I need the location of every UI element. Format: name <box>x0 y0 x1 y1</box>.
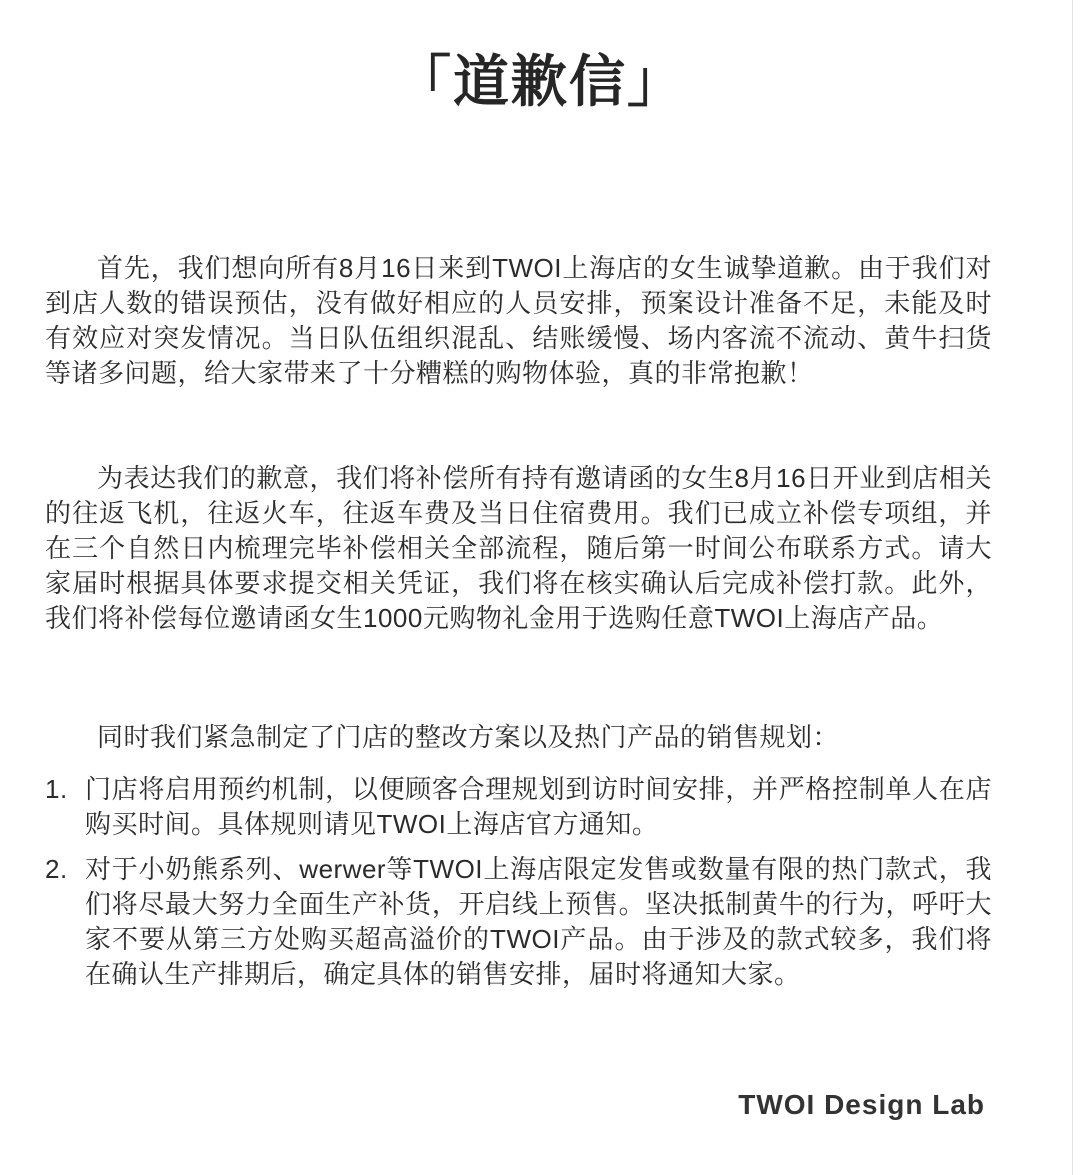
list-item-text-restock: 对于小奶熊系列、werwer等TWOI上海店限定发售或数量有限的热门款式，我们将尽最大努力全面生产补货，开启线上预售。坚决抵制黄牛的行为，呼吁大家不要从第三方处购买超高溢价的TWOI产品。由于涉及的款式较多，我们将在确认生产排期后，确定具体的销售安排，届时将通知大家。 <box>85 854 992 989</box>
list-item-number: 1. <box>45 774 68 804</box>
measures-list <box>45 772 992 992</box>
page-edge-divider <box>1072 0 1073 1175</box>
page-title: 「道歉信」 <box>395 50 685 113</box>
list-item <box>45 852 992 992</box>
list-item <box>45 772 992 842</box>
paragraph-compensation: 为表达我们的歉意，我们将补偿所有持有邀请函的女生8月16日开业到店相关的往返飞机，往返火车，往返车费及当日住宿费用。我们已成立补偿专项组，并在三个自然日内梳理完毕补偿相关全部流程，随后第一时间公布联系方式。请大家届时根据具体要求提交相关凭证，我们将在核实确认后完成补偿打款。此外，我们将补偿每位邀请函女生1000元购物礼金用于选购任意TWOI上海店产品。 <box>45 463 992 633</box>
list-item-text-reservation: 门店将启用预约机制，以便顾客合理规划到访时间安排，并严格控制单人在店购买时间。具体规则请见TWOI上海店官方通知。 <box>85 774 992 839</box>
paragraph-apology: 首先，我们想向所有8月16日来到TWOI上海店的女生诚挚道歉。由于我们对到店人数的错误预估，没有做好相应的人员安排，预案设计准备不足，未能及时有效应对突发情况。当日队伍组织混乱、结账缓慢、场内客流不流动、黄牛扫货等诸多问题，给大家带来了十分糟糕的购物体验，真的非常抱歉！ <box>45 253 992 388</box>
letter-body <box>0 251 1080 992</box>
list-item-number: 2. <box>45 854 68 884</box>
footer-signature: TWOI Design Lab <box>738 1089 985 1120</box>
list-intro-text: 同时我们紧急制定了门店的整改方案以及热门产品的销售规划： <box>97 722 840 752</box>
